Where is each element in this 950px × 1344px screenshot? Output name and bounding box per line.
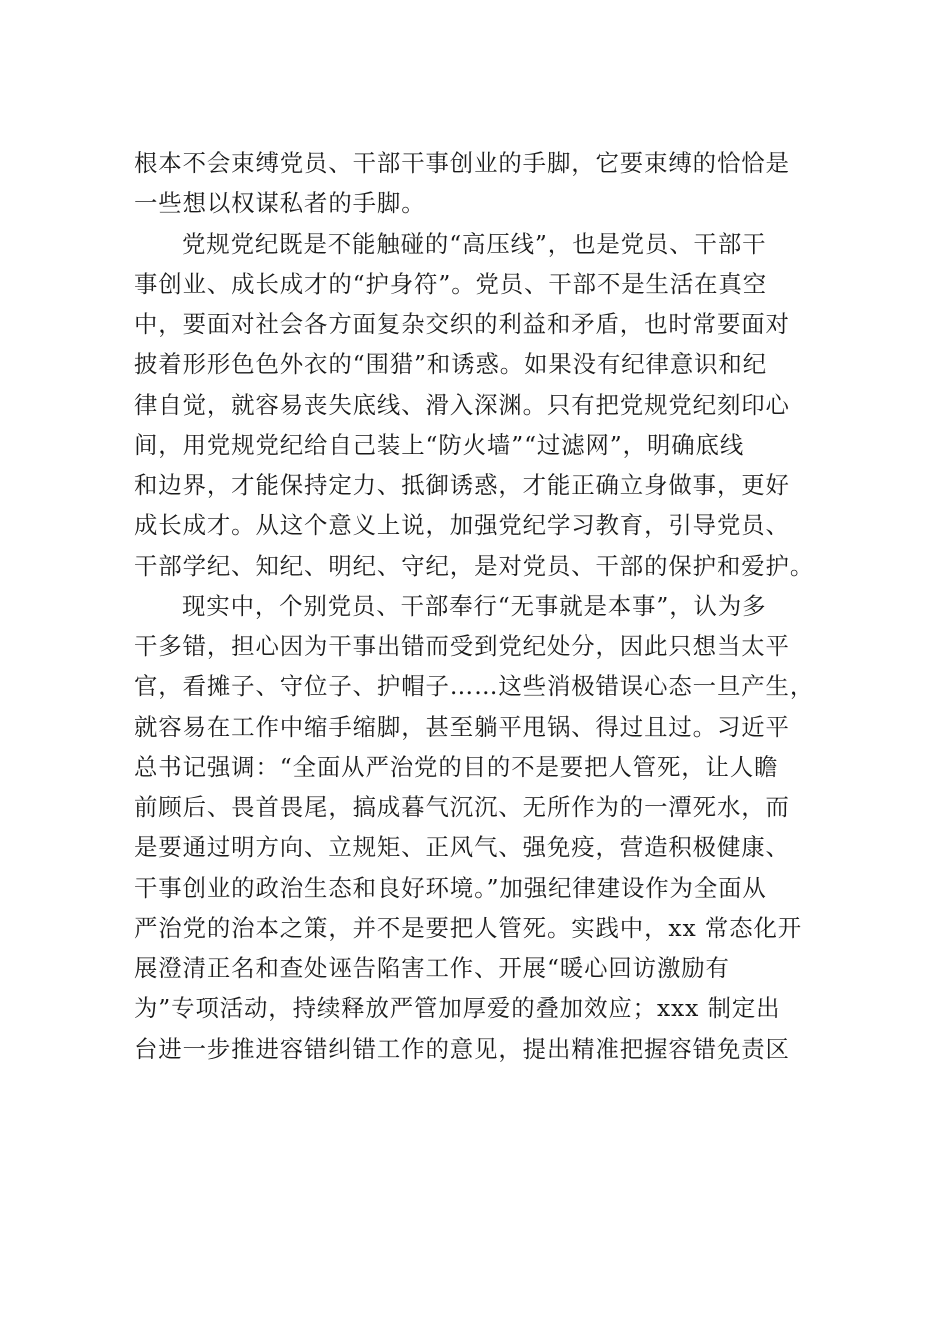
text-line: 一些想以权谋私者的手脚。 xyxy=(134,189,426,218)
text-line: 干多错，担心因为干事出错而受到党纪处分，因此只想当太平 xyxy=(134,632,790,660)
text-line: 前顾后、畏首畏尾，搞成暮气沉沉、无所作为的一潭死水，而 xyxy=(134,793,790,821)
text-line: 成长成才。从这个意义上说，加强党纪学习教育，引导党员、 xyxy=(134,511,790,540)
text-line: 中，要面对社会各方面复杂交织的利益和矛盾，也时常要面对 xyxy=(134,310,790,338)
text-line: 根本不会束缚党员、干部干事创业的手脚，它要束缚的恰恰是 xyxy=(134,149,790,177)
text-line: 是要通过明方向、立规矩、正风气、强免疫，营造积极健康、 xyxy=(134,833,790,862)
body-text xyxy=(134,143,824,1069)
text-line: 事创业、成长成才的“护身符”。党员、干部不是生活在真空 xyxy=(134,269,767,298)
paragraph-start-line: 党规党纪既是不能触碰的“高压线”，也是党员、干部干 xyxy=(182,229,767,258)
text-line: 为”专项活动，持续释放严管加厚爱的叠加效应；xxx 制定出 xyxy=(134,994,781,1023)
text-line: 披着形形色色外衣的“围猎”和诱惑。如果没有纪律意识和纪 xyxy=(134,350,767,379)
text-line: 律自觉，就容易丧失底线、滑入深渊。只有把党规党纪刻印心 xyxy=(134,390,790,419)
text-line: 严治党的治本之策，并不是要把人管死。实践中，xx 常态化开 xyxy=(134,913,803,942)
text-line: 总书记强调：“全面从严治党的目的不是要把人管死，让人瞻 xyxy=(134,752,779,781)
text-line: 就容易在工作中缩手缩脚，甚至躺平甩锅、得过且过。习近平 xyxy=(134,712,790,741)
text-line: 间，用党规党纪给自己装上“防火墙”“过滤网”，明确底线 xyxy=(134,430,745,459)
text-line: 和边界，才能保持定力、抵御诱惑，才能正确立身做事，更好 xyxy=(134,471,790,499)
text-line: 展澄清正名和查处诬告陷害工作、开展“暖心回访激励有 xyxy=(134,954,730,982)
text-line: 干事创业的政治生态和良好环境。”加强纪律建设作为全面从 xyxy=(134,873,767,902)
text-line: 台进一步推进容错纠错工作的意见，提出精准把握容错免责区 xyxy=(134,1034,790,1063)
text-line: 官，看摊子、守位子、护帽子……这些消极错误心态一旦产生， xyxy=(134,672,815,701)
paragraph-start-line: 现实中，个别党员、干部奉行“无事就是本事”，认为多 xyxy=(182,591,767,620)
text-line: 干部学纪、知纪、明纪、守纪，是对党员、干部的保护和爱护。 xyxy=(134,551,815,580)
